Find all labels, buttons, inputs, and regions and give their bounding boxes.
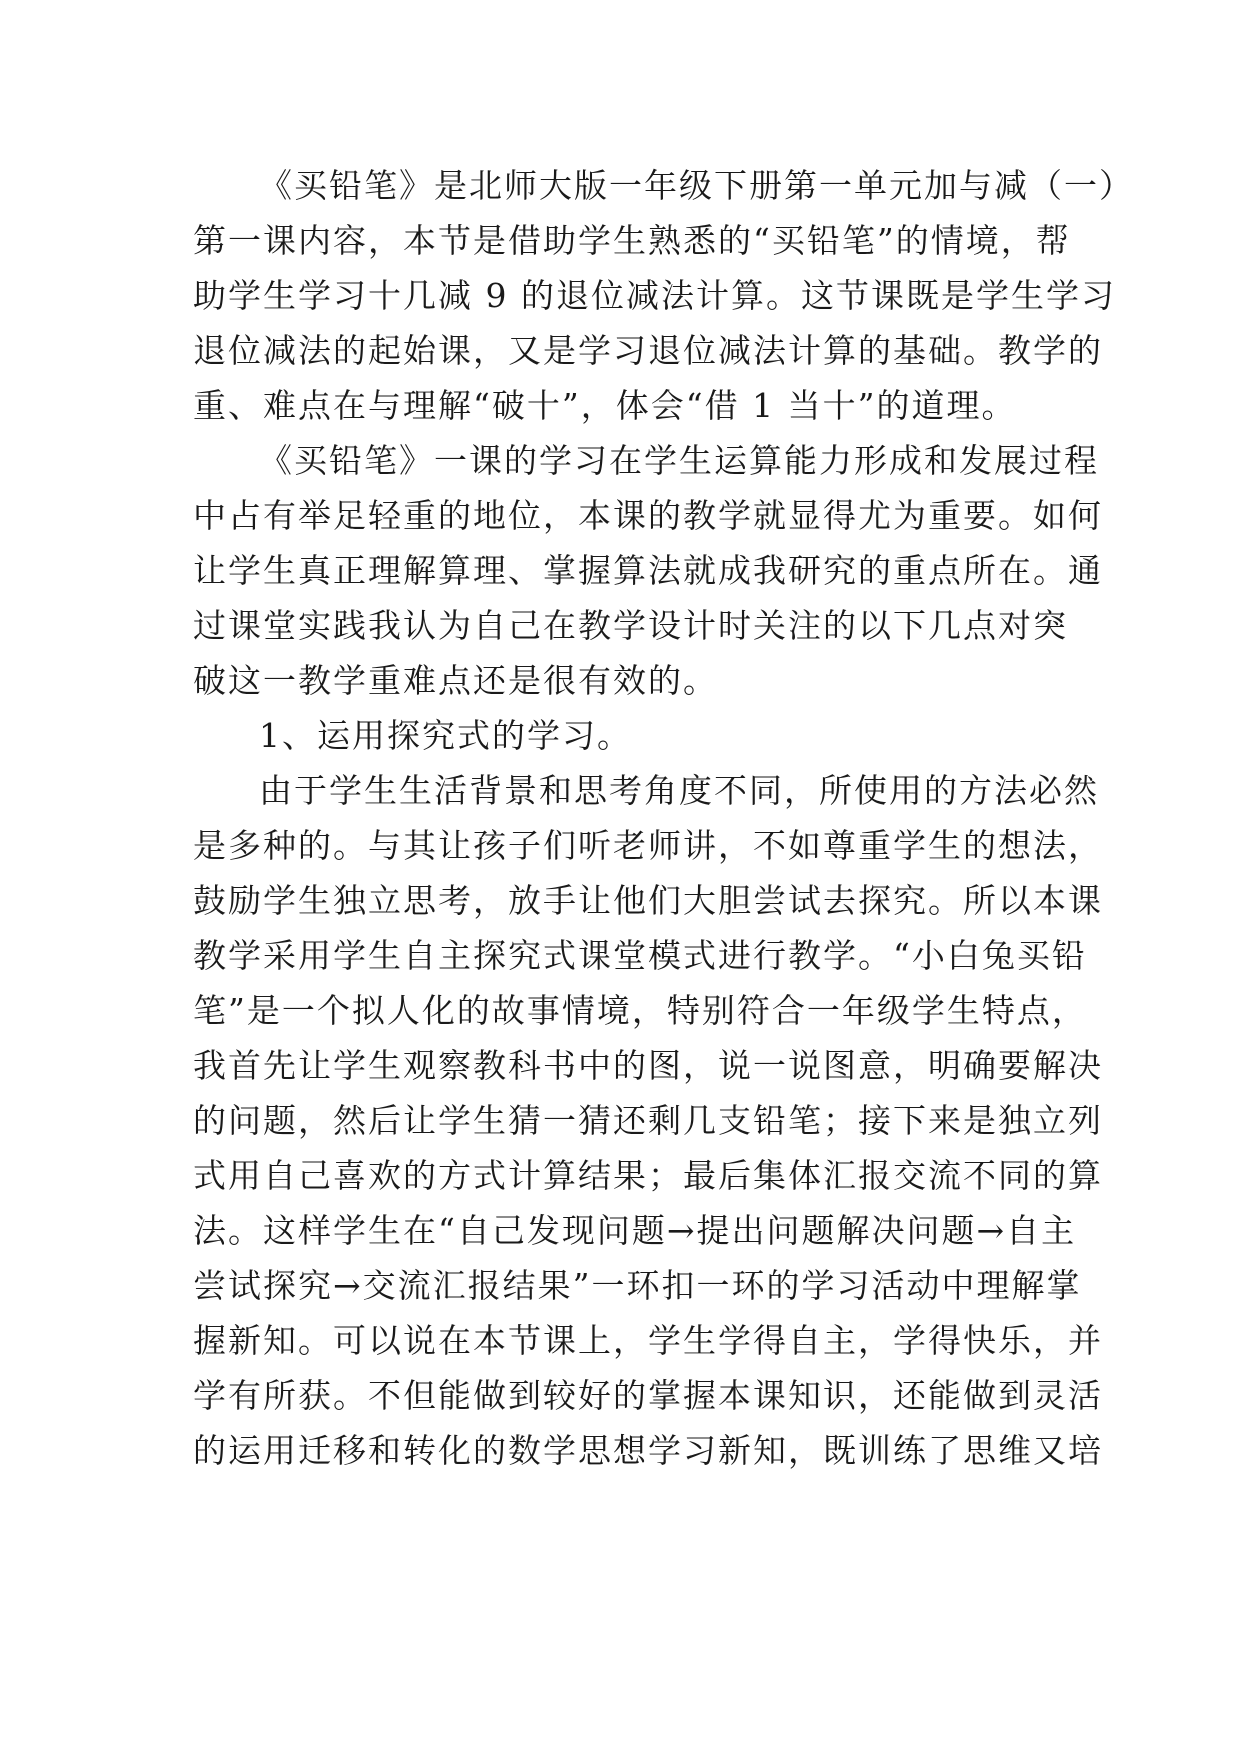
text-line: 握新知。可以说在本节课上，学生学得自主，学得快乐，并 [193, 1321, 1103, 1360]
text-line: 助学生学习十几减 9 的退位减法计算。这节课既是学生学习 [193, 276, 1116, 315]
text-line: 《买铅笔》一课的学习在学生运算能力形成和发展过程 [259, 441, 1099, 480]
text-line: 让学生真正理解算理、掌握算法就成我研究的重点所在。通 [193, 551, 1103, 590]
text-line: 笔”是一个拟人化的故事情境，特别符合一年级学生特点， [193, 991, 1087, 1030]
document-body [193, 158, 1134, 1478]
text-line: 破这一教学重难点还是很有效的。 [193, 661, 718, 700]
text-line: 教学采用学生自主探究式课堂模式进行教学。“小白兔买铅 [193, 936, 1087, 975]
text-line: 我首先让学生观察教科书中的图，说一说图意，明确要解决 [193, 1046, 1103, 1085]
text-line: 中占有举足轻重的地位，本课的教学就显得尤为重要。如何 [193, 496, 1103, 535]
text-line: 《买铅笔》是北师大版一年级下册第一单元加与减（一） [259, 166, 1134, 205]
text-line: 第一课内容，本节是借助学生熟悉的“买铅笔”的情境，帮 [193, 221, 1071, 260]
text-line: 由于学生生活背景和思考角度不同，所使用的方法必然 [259, 771, 1099, 810]
text-line: 是多种的。与其让孩子们听老师讲，不如尊重学生的想法， [193, 826, 1103, 865]
text-line: 学有所获。不但能做到较好的掌握本课知识，还能做到灵活 [193, 1376, 1103, 1415]
text-line: 的运用迁移和转化的数学思想学习新知，既训练了思维又培 [193, 1431, 1103, 1470]
text-line: 尝试探究→交流汇报结果”一环扣一环的学习活动中理解掌 [193, 1266, 1082, 1305]
text-line: 过课堂实践我认为自己在教学设计时关注的以下几点对突 [193, 606, 1068, 645]
text-line: 退位减法的起始课，又是学习退位减法计算的基础。教学的 [193, 331, 1103, 370]
text-line: 1、运用探究式的学习。 [259, 716, 632, 755]
text-line: 重、难点在与理解“破十”，体会“借 1 当十”的道理。 [193, 386, 1017, 425]
text-line: 鼓励学生独立思考，放手让他们大胆尝试去探究。所以本课 [193, 881, 1103, 920]
text-line: 式用自己喜欢的方式计算结果；最后集体汇报交流不同的算 [193, 1156, 1103, 1195]
text-line: 法。这样学生在“自己发现问题→提出问题解决问题→自主 [193, 1211, 1077, 1250]
text-line: 的问题，然后让学生猜一猜还剩几支铅笔；接下来是独立列 [193, 1101, 1103, 1140]
